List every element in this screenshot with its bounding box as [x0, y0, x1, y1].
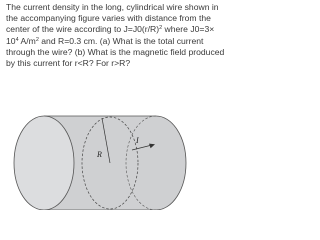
problem-line: $10^4$ $A/m^2$ and R=0.3 cm. (a) What is the total current: [6, 35, 204, 46]
problem-line: center of the wire according to $J=J0(r/R)^2$ where J0=3×: [6, 24, 215, 35]
problem-line: through the wire? (b) What is the magnetic field produced: [6, 46, 225, 57]
cylinder-end-face: [14, 116, 74, 210]
problem-line: by this current for r<R? For r>R?: [6, 58, 131, 69]
problem-statement: [6, 2, 225, 69]
cylindrical-wire-figure: [0, 110, 200, 210]
current-label: I: [136, 136, 139, 145]
problem-line: the accompanying figure varies with distance from the: [6, 13, 211, 24]
problem-line: The current density in the long, cylindrical wire shown in: [6, 2, 219, 12]
radius-label: R: [97, 150, 102, 159]
